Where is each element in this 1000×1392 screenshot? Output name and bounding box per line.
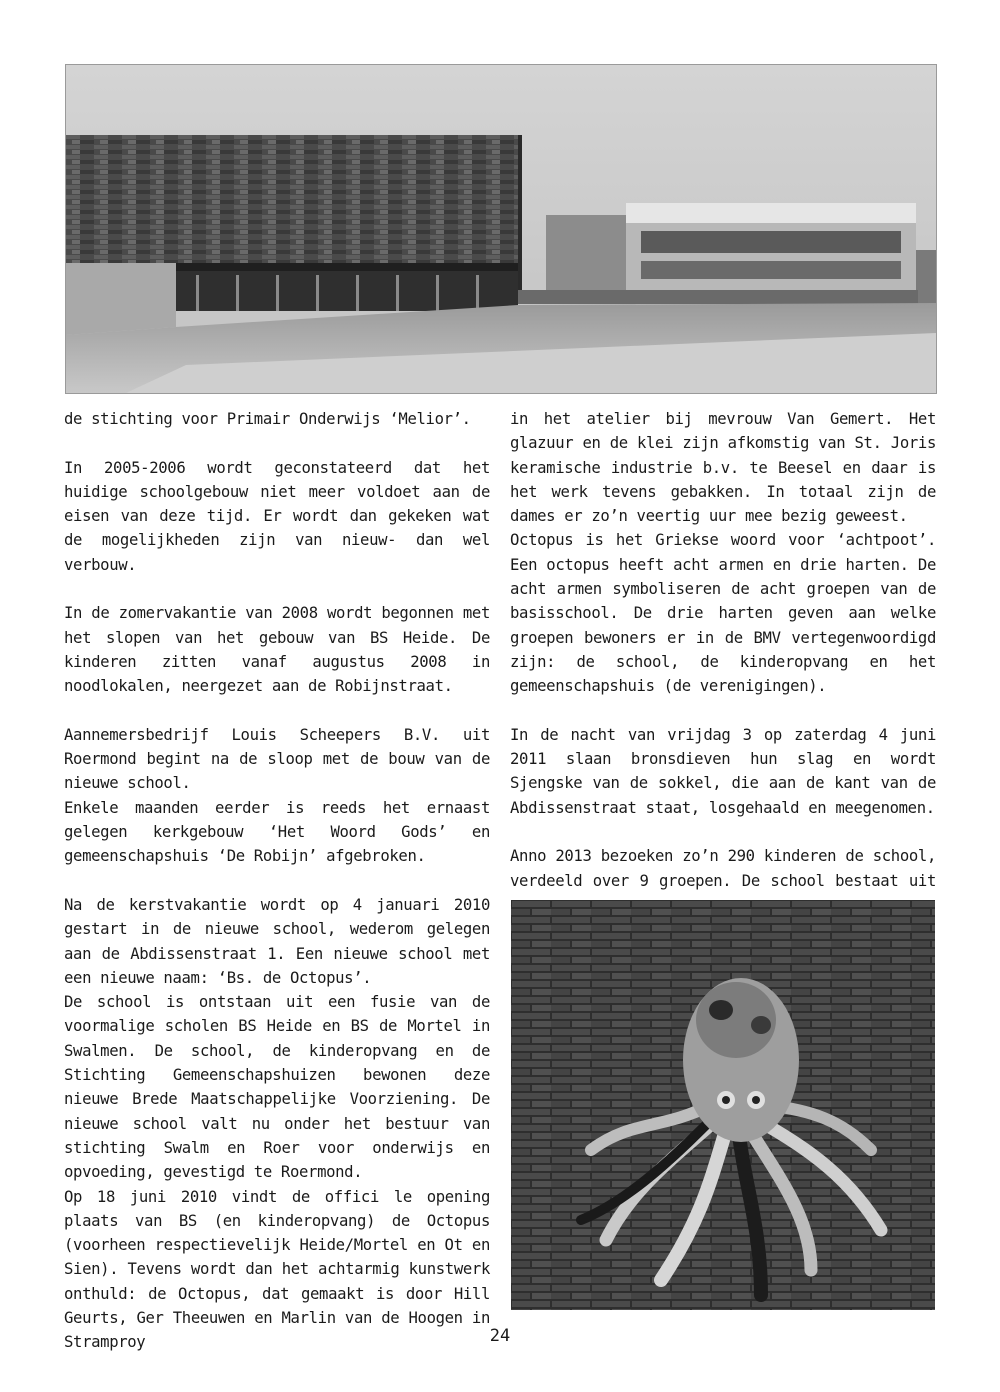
paragraph: In de nacht van vrijdag 3 op zaterdag 4 juni 2011 slaan bronsdieven hun slag en wordt Sjengske van de sokkel, die aan de kant van de Abdissenstraat staat, losgehaald en meegenomen. <box>510 725 936 817</box>
paragraph: Aannemersbedrijf Louis Scheepers B.V. uit Roermond begint na de sloop met de bouw van de nieuwe school. <box>64 725 490 793</box>
school-building-photo <box>65 64 937 394</box>
right-text-column <box>510 407 936 917</box>
paragraph: In de zomervakantie van 2008 wordt begonnen met het slopen van het gebouw van BS Heide. De kinderen zitten vanaf augustus 2008 in noodlokalen, neergezet aan de Robijnstraat. <box>64 604 490 696</box>
page-number: 24 <box>489 1326 511 1346</box>
paragraph: de stichting voor Primair Onderwijs ‘Melior’. <box>64 410 471 428</box>
octopus-artwork-photo <box>511 900 935 1310</box>
paragraph: Anno 2013 bezoeken zo’n 290 kinderen de school, verdeeld over 9 groepen. De school bestaat uit <box>510 847 936 890</box>
paragraph: In 2005-2006 wordt geconstateerd dat het huidige schoolgebouw niet meer voldoet aan de eisen van deze tijd. Er wordt dan gekeken wat de mogelijkheden zijn van nieuw- dan wel verbouw. <box>64 458 490 574</box>
paragraph: Na de kerstvakantie wordt op 4 januari 2010 gestart in de nieuwe school, wederom gelegen aan de Abdissenstraat 1. Een nieuwe school met een nieuwe naam: ‘Bs. de Octopus’. <box>64 895 490 987</box>
paragraph: Op 18 juni 2010 vindt de offici le opening plaats van BS (en kinderopvang) de Octopus (voorheen respectievelijk Heide/Mortel en Ot en Sien). Tevens wordt dan het achtarmig kunstwerk onthuld: de Octopus, dat gemaakt is door Hill Geurts, Ger Theeuwen en Marlin van de Hoogen in Stramproy <box>64 1187 490 1352</box>
left-text-column <box>64 407 490 1355</box>
paragraph: in het atelier bij mevrouw Van Gemert. Het glazuur en de klei zijn afkomstig van St. Joris keramische industrie b.v. te Beesel en daar is het werk tevens gebakken. In totaal zijn de dames er zo’n veertig uur mee bezig geweest. <box>510 410 936 526</box>
paragraph: De school is ontstaan uit een fusie van de voormalige scholen BS Heide en BS de Mortel in Swalmen. De school, de kinderopvang en de Stichting Gemeenschapshuizen bewonen deze nieuwe Brede Maatschappelijke Voorziening. De nieuwe school valt nu onder het bestuur van stichting Swalm en Roer voor onderwijs en opvoeding, gevestigd te Roermond. <box>64 993 490 1182</box>
paragraph: Octopus is het Griekse woord voor ‘achtpoot’. Een octopus heeft acht armen en drie harten. De acht armen symboliseren de acht groepen van de basisschool. De drie harten geven aan welke groepen bewoners er in de BMV vertegenwoordigd zijn: de school, de kinderopvang en het gemeenschapshuis (de verenigingen). <box>510 531 936 696</box>
paragraph: Enkele maanden eerder is reeds het ernaast gelegen kerkgebouw ‘Het Woord Gods’ en gemeenschapshuis ‘De Robijn’ afgebroken. <box>64 798 490 866</box>
